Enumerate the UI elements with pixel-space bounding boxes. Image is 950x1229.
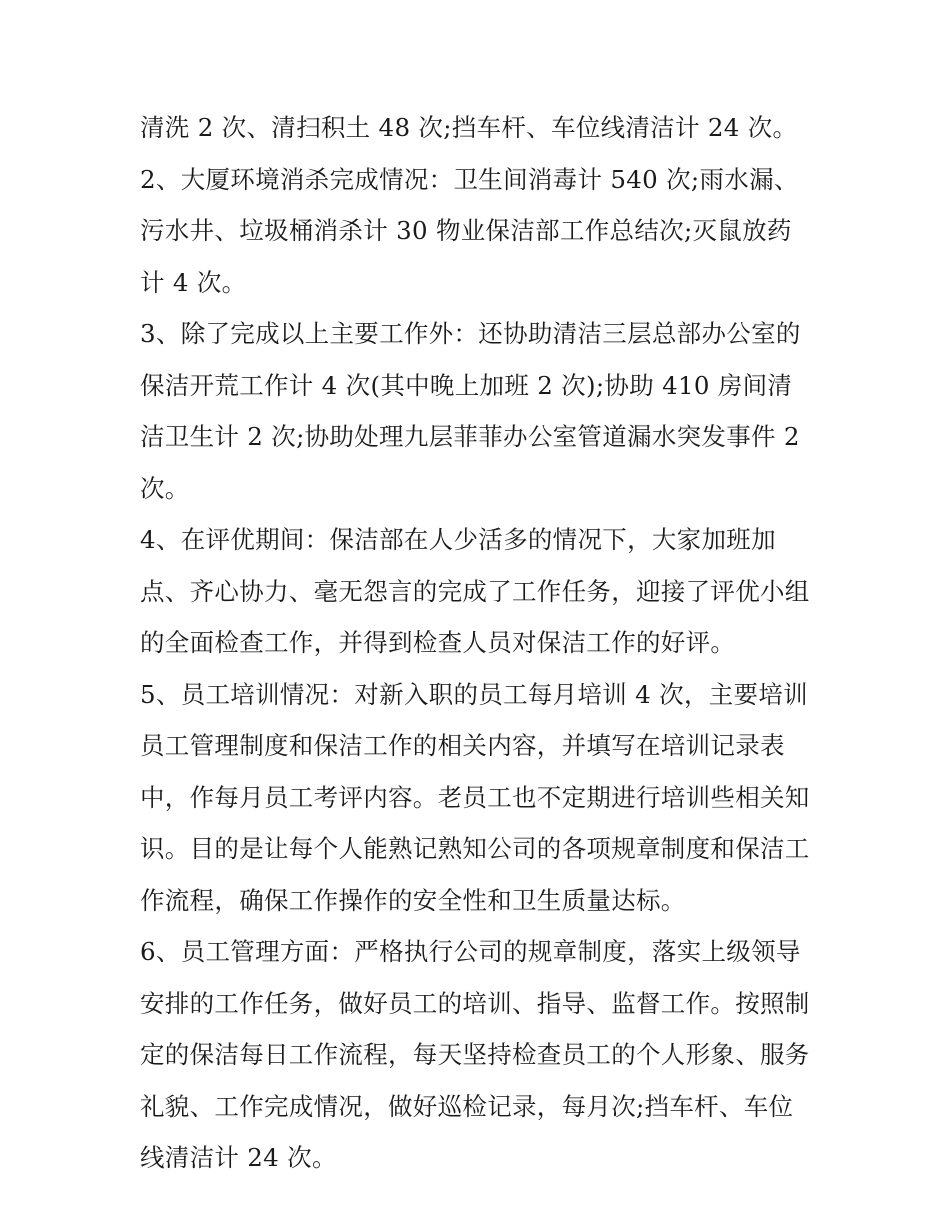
document-body [140, 102, 815, 1184]
paragraph-item-4-evaluation: 4、在评优期间：保洁部在人少活多的情况下，大家加班加点、齐心协力、毫无怨言的完成了工作任务，迎接了评优小组的全面检查工作，并得到检查人员对保洁工作的好评。 [140, 525, 810, 657]
paragraph-item-6-management: 6、员工管理方面：严格执行公司的规章制度，落实上级领导安排的工作任务，做好员工的培训、指导、监督工作。按照制定的保洁每日工作流程，每天坚持检查员工的个人形象、服务礼貌、工作完成情况，做好巡检记录，每月次;挡车杆、车位线清洁计 24 次。 [140, 937, 810, 1172]
paragraph-item-2-disinfection: 2、大厦环境消杀完成情况：卫生间消毒计 540 次;雨水漏、污水井、垃圾桶消杀计 30 物业保洁部工作总结次;灭鼠放药计 4 次。 [140, 164, 799, 297]
paragraph-cleaning-counts: 清洗 2 次、清扫积土 48 次;挡车杆、车位线清洁计 24 次。 [140, 113, 798, 142]
paragraph-item-3-extra-work: 3、除了完成以上主要工作外：还协助清洁三层总部办公室的保洁开荒工作计 4 次(其中晚上加班 2 次);协助 410 房间清洁卫生计 2 次;协助处理九层菲菲办公室管道漏水突发事件 2 次。 [140, 319, 801, 503]
paragraph-item-5-training: 5、员工培训情况：对新入职的员工每月培训 4 次，主要培训员工管理制度和保洁工作的相关内容，并填写在培训记录表中，作每月员工考评内容。老员工也不定期进行培训些相关知识。目的是让每个人能熟记熟知公司的各项规章制度和保洁工作流程，确保工作操作的安全性和卫生质量达标。 [140, 679, 810, 915]
